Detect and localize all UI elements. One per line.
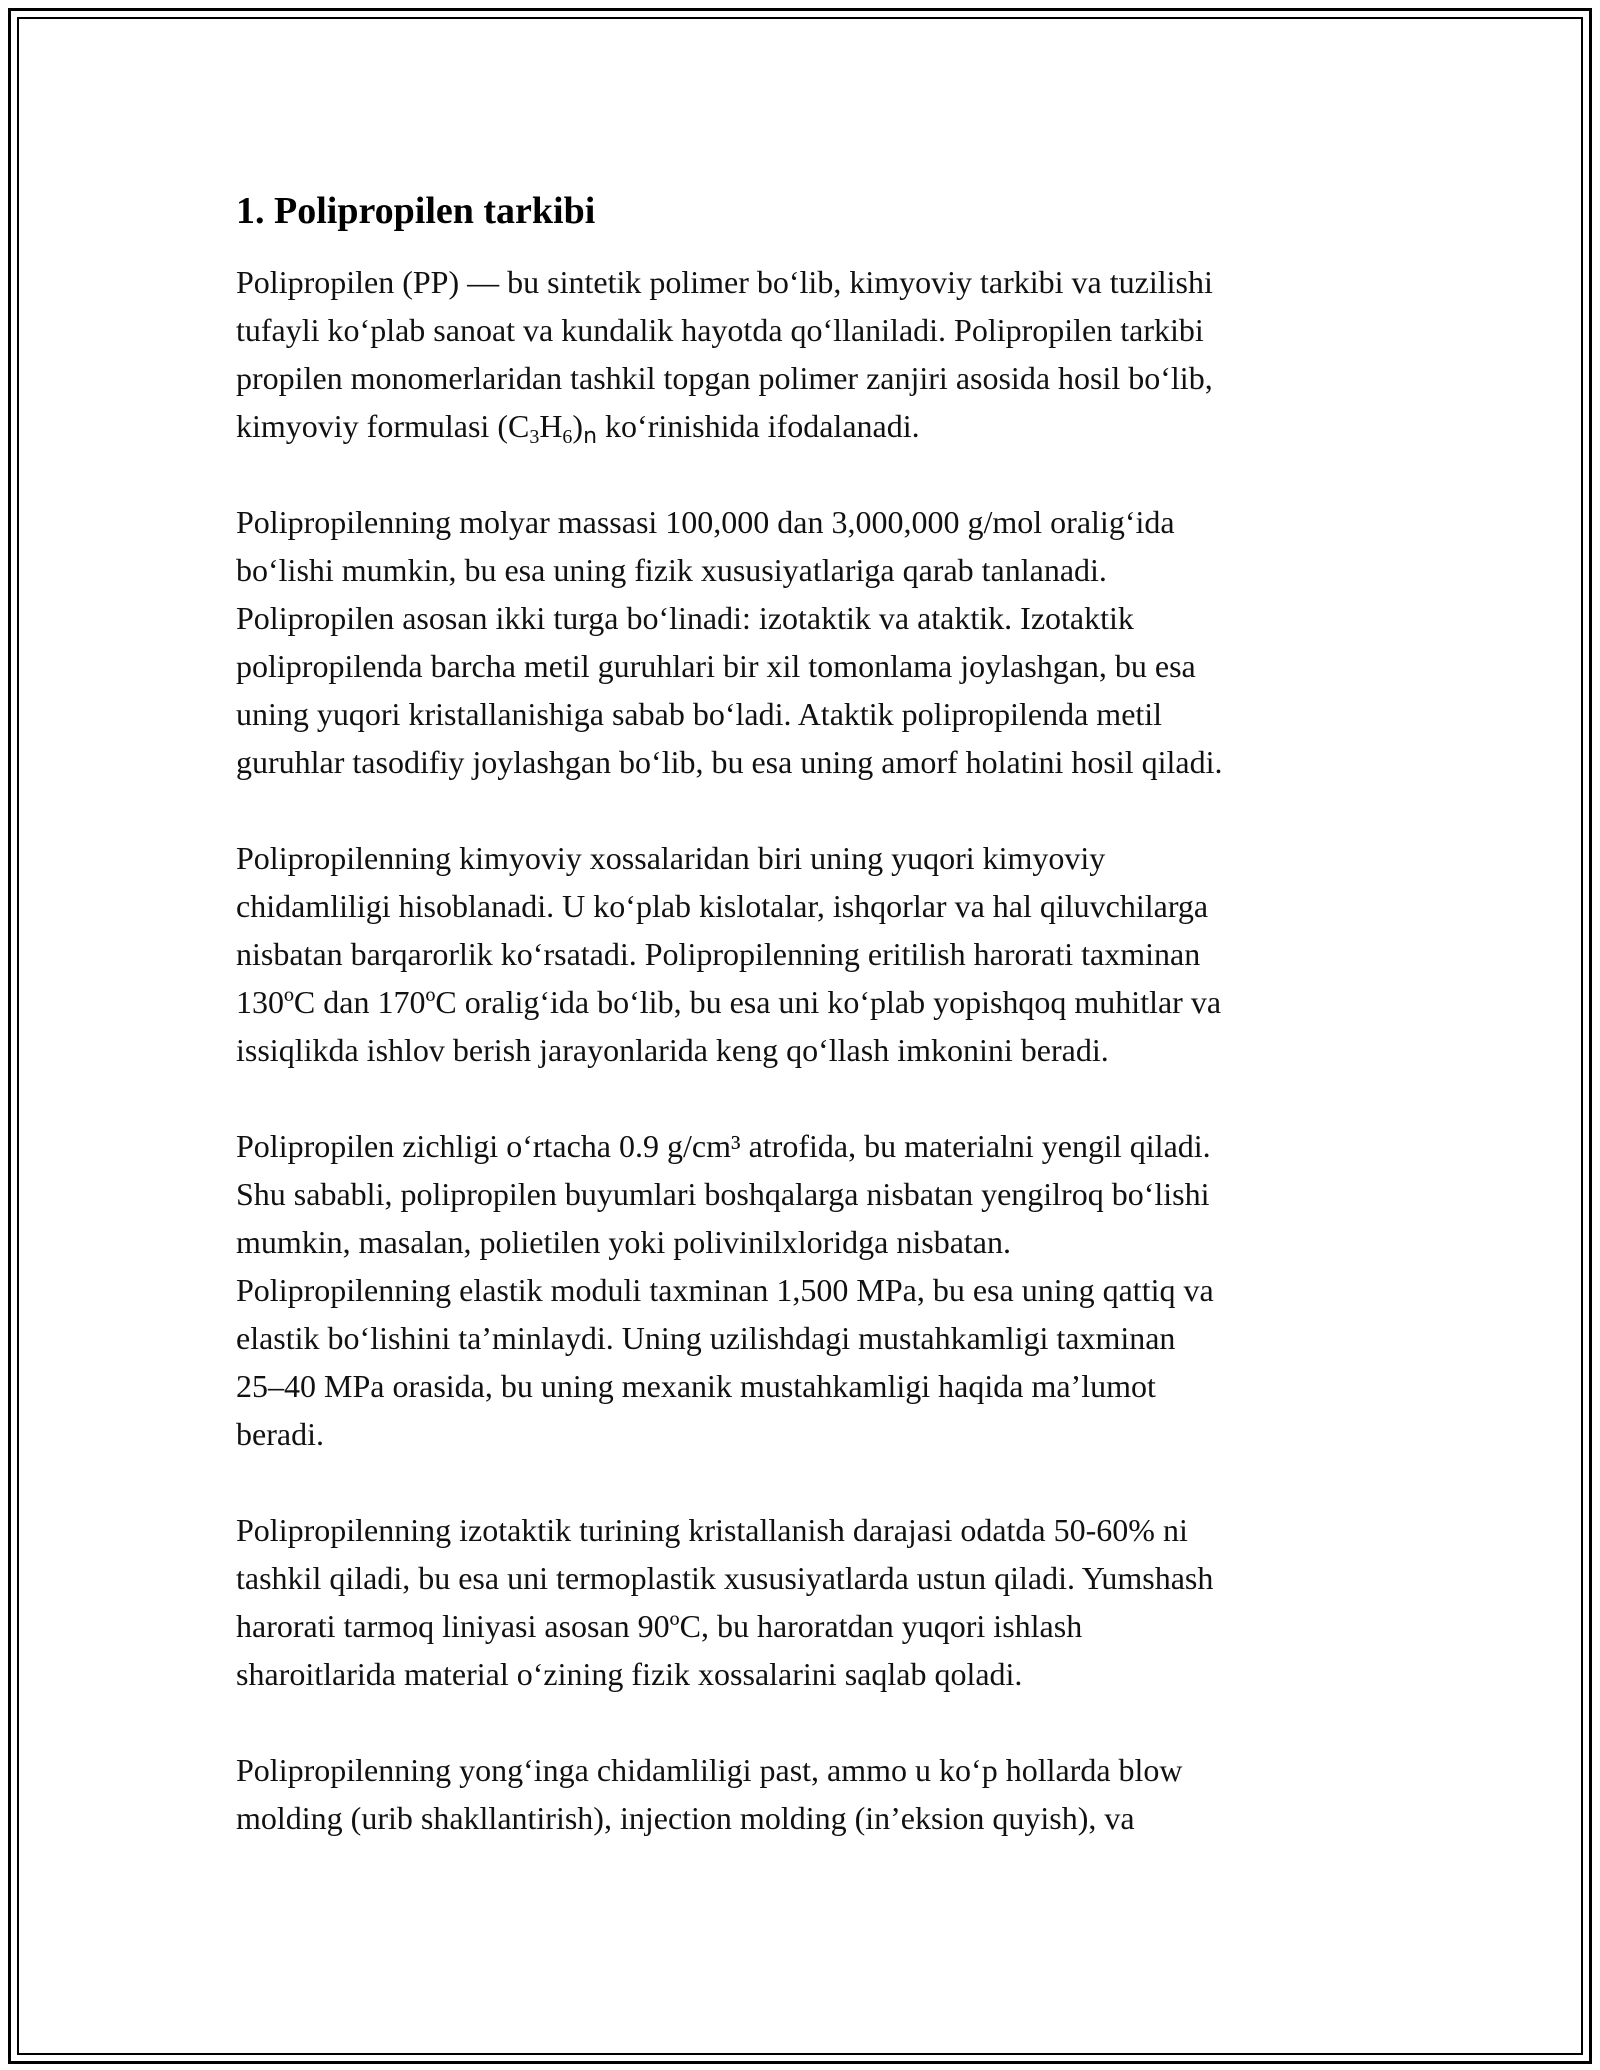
document-body xyxy=(236,186,1376,1890)
formula-text-before: kimyoviy formulasi (C xyxy=(236,408,530,444)
paragraph-4 xyxy=(236,1122,1376,1458)
text-line: issiqlikda ishlov berish jarayonlarida keng qo‘llash imkonini beradi. xyxy=(236,1032,1109,1068)
section-heading: 1. Polipropilen tarkibi xyxy=(236,190,596,232)
text-line: sharoitlarida material o‘zining fizik xossalarini saqlab qoladi. xyxy=(236,1656,1023,1692)
paragraph-1 xyxy=(236,258,1376,450)
text-line: 25–40 MPa orasida, bu uning mexanik mustahkamligi haqida ma’lumot xyxy=(236,1368,1156,1404)
text-line: 130ºC dan 170ºC oralig‘ida bo‘lib, bu esa uni ko‘plab yopishqoq muhitlar va xyxy=(236,984,1222,1020)
text-line: nisbatan barqarorlik ko‘rsatadi. Polipropilenning eritilish harorati taxminan xyxy=(236,936,1201,972)
text-line: Shu sababli, polipropilen buyumlari boshqalarga nisbatan yengilroq bo‘lishi xyxy=(236,1176,1210,1212)
text-line: bo‘lishi mumkin, bu esa uning fizik xususiyatlariga qarab tanlanadi. xyxy=(236,552,1107,588)
text-line: uning yuqori kristallanishiga sabab bo‘ladi. Ataktik polipropilenda metil xyxy=(236,696,1163,732)
formula-text-after: ko‘rinishida ifodalanadi. xyxy=(597,408,920,444)
paragraph-5 xyxy=(236,1506,1376,1698)
formula-subscript-6: 6 xyxy=(562,426,573,448)
text-line: molding (urib shakllantirish), injection molding (in’eksion quyish), va xyxy=(236,1800,1135,1836)
text-line: guruhlar tasodifiy joylashgan bo‘lib, bu esa uning amorf holatini hosil qiladi. xyxy=(236,744,1223,780)
paragraph-6 xyxy=(236,1746,1376,1842)
text-line: Polipropilenning yong‘inga chidamliligi past, ammo u ko‘p hollarda blow xyxy=(236,1752,1183,1788)
paragraph-3 xyxy=(236,834,1376,1074)
formula-close-paren: ) xyxy=(572,408,584,444)
text-line: harorati tarmoq liniyasi asosan 90ºC, bu haroratdan yuqori ishlash xyxy=(236,1608,1083,1644)
formula-subscript-3: 3 xyxy=(529,426,540,448)
text-line: tufayli ko‘plab sanoat va kundalik hayotda qo‘llaniladi. Polipropilen tarkibi xyxy=(236,312,1204,348)
text-line: propilen monomerlaridan tashkil topgan polimer zanjiri asosida hosil bo‘lib, xyxy=(236,360,1213,396)
formula-line xyxy=(236,402,1376,450)
text-line: tashkil qiladi, bu esa uni termoplastik xususiyatlarda ustun qiladi. Yumshash xyxy=(236,1560,1214,1596)
text-line: mumkin, masalan, polietilen yoki polivinilxloridga nisbatan. xyxy=(236,1224,1011,1260)
formula-hydrogen: H xyxy=(539,408,563,444)
text-line: polipropilenda barcha metil guruhlari bir xil tomonlama joylashgan, bu esa xyxy=(236,648,1196,684)
text-line: Polipropilenning kimyoviy xossalaridan biri uning yuqori kimyoviy xyxy=(236,840,1106,876)
paragraph-2 xyxy=(236,498,1376,786)
text-line: Polipropilen (PP) — bu sintetik polimer bo‘lib, kimyoviy tarkibi va tuzilishi xyxy=(236,264,1213,300)
text-line: Polipropilenning izotaktik turining kristallanish darajasi odatda 50-60% ni xyxy=(236,1512,1188,1548)
text-line: Polipropilenning molyar massasi 100,000 dan 3,000,000 g/mol oralig‘ida xyxy=(236,504,1175,540)
text-line: chidamliligi hisoblanadi. U ko‘plab kislotalar, ishqorlar va hal qiluvchilarga xyxy=(236,888,1209,924)
text-line: Polipropilen asosan ikki turga bo‘linadi: izotaktik va ataktik. Izotaktik xyxy=(236,600,1134,636)
formula-subscript-n: n xyxy=(583,424,598,449)
text-line: Polipropilen zichligi o‘rtacha 0.9 g/cm³ atrofida, bu materialni yengil qiladi. xyxy=(236,1128,1211,1164)
text-line: beradi. xyxy=(236,1416,324,1452)
text-line: Polipropilenning elastik moduli taxminan 1,500 MPa, bu esa uning qattiq va xyxy=(236,1272,1214,1308)
text-line: elastik bo‘lishini ta’minlaydi. Uning uzilishdagi mustahkamligi taxminan xyxy=(236,1320,1176,1356)
